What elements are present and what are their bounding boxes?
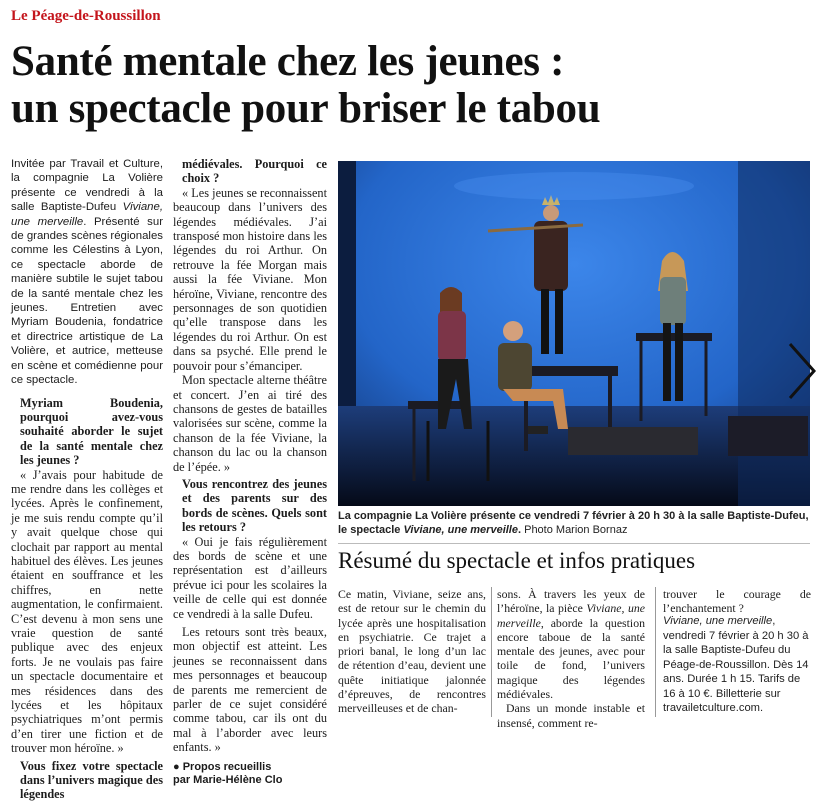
caption-text: La compagnie La Volière présente ce vendredi 7 février à 20 h 30 à la salle Baptiste-Dufeu, le spectacle <box>338 510 809 536</box>
answer-1: « J’avais pour habitude de me rendre dans les collèges et lycées. Après le confinement, je me suis rendu compte qu’il y avait quelque chose qui clochait par rapport au mental habituel des élèves. Les jeunes étaient en souffrance et les chiffres, en nette augmentation, le confirmaient. C’est devenu à mon sens une vraie question de santé publique avec des enjeux forts. Je ne voulais pas faire un spectacle documentaire et mes résidences dans des lycées et les hôpitaux psychiatriques m’ont permis d’en tirer une fiction et de trouver mon héroïne. » <box>11 467 163 756</box>
divider <box>338 543 810 544</box>
caption-show-title: Viviane, une merveille <box>403 524 518 536</box>
byline-line-2: par Marie-Hélène Clo <box>173 773 283 786</box>
summary-text-2a: sons. À travers les yeux de l’héroïne, la pièce <box>497 587 645 616</box>
article-column-2 <box>173 157 327 787</box>
summary-text-2c: Dans un monde instable et insensé, comment re- <box>497 701 645 730</box>
byline-line-1: ● Propos recueillis <box>173 760 272 773</box>
caption-end: . <box>517 524 522 536</box>
summary-column-3 <box>663 587 811 616</box>
question-3: Vous rencontrez des jeunes et des parents sur des bords de scènes. Quels sont les retours ? <box>182 476 327 535</box>
summary-text-2 <box>497 587 645 701</box>
photo-caption <box>338 509 810 537</box>
photo-credit: Photo Marion Bornaz <box>521 524 628 536</box>
stage-photo <box>338 161 810 506</box>
summary-text-3: trouver le courage de l’enchantement ? <box>663 587 811 616</box>
summary-text-1: Ce matin, Viviane, seize ans, est de retour sur le chemin du lycée après une hospitalisation en psychiatrie. Ce trajet a priori banal, le long d’un lac de rétention d’eau, devient une quête initiatique jalonnée d’épreuves, de rencontres merveilleuses et de chan- <box>338 587 486 716</box>
intro-text: Invitée par Travail et Culture, la compagnie La Volière présente ce vendredi à la salle Baptiste-Dufeu <box>11 158 163 214</box>
chevron-right-icon[interactable] <box>786 340 818 402</box>
answer-3: « Oui je fais régulièrement des bords de scène et une représentation est d’ailleurs prévue ici pour les scolaires la veille de celle qui est donnée ce vendredi à la salle Dufeu. <box>173 534 327 621</box>
summary-title: Résumé du spectacle et infos pratiques <box>338 548 696 573</box>
summary-text-2b: , aborde la question encore taboue de la santé mentale des jeunes, avec pour toile de fond, l’univers magique des légendes médiévales. <box>497 615 645 702</box>
headline-line-2: un spectacle pour briser le tabou <box>11 85 601 132</box>
location-kicker: Le Péage-de-Roussillon <box>11 8 161 24</box>
intro-text-rest: . Présenté sur de grandes scènes régionales comme les Célestins à Lyon, ce spectacle aborde de manière subtile le sujet tabou de la santé mentale chez les jeunes. Entretien avec Myriam Boudenia, fondatrice et directrice artistique de La Volière, et autrice, metteuse en scène et comédienne pour ce spectacle. <box>11 215 163 387</box>
summary-show-title: Viviane, une merveille <box>497 601 645 630</box>
headline <box>11 38 811 132</box>
info-text: , vendredi 7 février à 20 h 30 à la salle Baptiste-Dufeu du Péage-de-Roussillon. Dès 14 ans. Durée 1 h 15. Tarifs de 16 à 10 €. Billetterie sur travailetculture.com. <box>663 615 809 714</box>
question-2-continued: médiévales. Pourquoi ce choix ? <box>182 157 327 186</box>
question-2: Vous fixez votre spectacle dans l’univers magique des légendes <box>20 758 163 802</box>
practical-info <box>663 614 811 716</box>
intro-paragraph <box>11 157 163 388</box>
question-1: Myriam Boudenia, pourquoi avez-vous souhaité aborder le sujet de la santé mentale chez les jeunes ? <box>20 395 163 468</box>
intro-show-title: Viviane, une merveille <box>11 201 163 228</box>
byline <box>173 761 327 787</box>
headline-line-1: Santé mentale chez les jeunes : <box>11 38 565 85</box>
summary-column-2 <box>497 587 645 730</box>
answer-2b: Mon spectacle alterne théâtre et concert. J’en ai tiré des chansons de gestes de batailles valorisées sur scène, comme la chanson de la fée Viviane, la chanson du lac ou la chanson de l’épée. » <box>173 373 327 474</box>
summary-column-1 <box>338 587 486 716</box>
answer-2: « Les jeunes se reconnaissent beaucoup dans l’univers des légendes médiévales. J’ai transposé mon histoire dans les légendes du roi Arthur. On retrouve la fée Morgan mais aussi la fée Viviane. Mon héroïne, Viviane, rencontre des personnages de son quotidien qu’elle transpose dans les légendes du roi Arthur. On est dans sa psyché. Elle prend le pouvoir pour s’émanciper. <box>173 185 327 373</box>
column-rule-2 <box>655 587 656 717</box>
answer-3b: Les retours sont très beaux, mon objectif est atteint. Les jeunes se reconnaissent dans mes personnages et beaucoup de parents me remercient de parler de ce sujet considéré comme tabou, car ils ont du mal à l’aborder avec leurs enfants. » <box>173 625 327 755</box>
stage-photo-illustration <box>338 161 810 506</box>
info-show-title: Viviane, une merveille <box>663 615 773 627</box>
article-column-1 <box>11 157 163 802</box>
column-rule-1 <box>491 587 492 717</box>
